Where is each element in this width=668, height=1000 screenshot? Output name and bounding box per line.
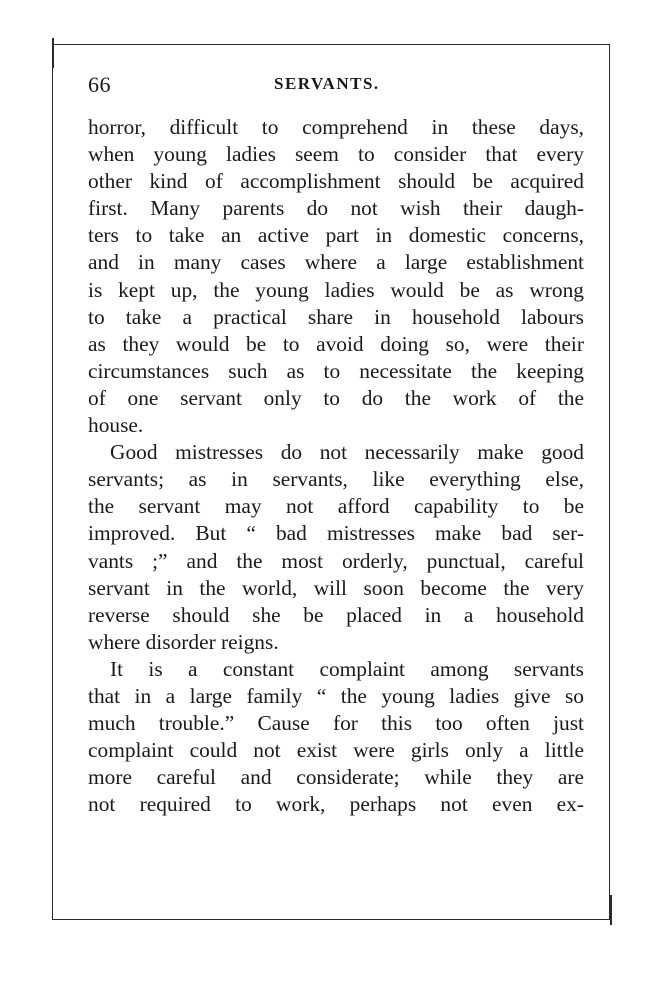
text-line: of one servant only to do the work of the [88,385,584,410]
text-line: much trouble.” Cause for this too often just [88,711,584,736]
text-line: circumstances such as to necessitate the keeping [88,358,584,383]
paragraph-3 [88,656,584,819]
paragraph-2 [88,439,584,656]
text-line: when young ladies seem to consider that every [88,142,584,167]
border-mark-bottom [610,895,612,925]
text-line: where disorder reigns. [88,629,279,654]
text-line: horror, difficult to comprehend in these days, [88,115,584,139]
text-line: improved. But “ bad mistresses make bad ser- [88,521,584,546]
border-mark-top [52,38,54,68]
text-line: is kept up, the young ladies would be as wrong [88,277,584,302]
text-line: servant in the world, will soon become the very [88,575,584,600]
body-text [88,114,584,818]
text-line: house. [88,413,144,438]
text-line: as they would be to avoid doing so, were their [88,331,584,356]
text-line: that in a large family “ the young ladies give so [88,683,584,708]
text-line: first. Many parents do not wish their daugh- [88,196,584,221]
text-line: to take a practical share in household labours [88,304,584,329]
text-line: more careful and considerate; while they are [88,765,584,790]
running-title: SERVANTS. [274,74,380,93]
text-line: other kind of accomplishment should be acquired [88,169,584,194]
text-line: the servant may not afford capability to be [88,494,584,519]
text-line: and in many cases where a large establishment [88,250,584,275]
text-line: not required to work, perhaps not even ex- [88,792,584,817]
text-line: servants; as in servants, like everything else, [88,467,584,492]
paragraph-1 [88,114,584,439]
page-number: 66 [88,72,111,97]
text-line: It is a constant complaint among servants [110,656,584,681]
text-line: ters to take an active part in domestic concerns, [88,223,584,248]
text-line: Good mistresses do not necessarily make good [110,440,584,465]
running-head [88,72,584,102]
text-line: vants ;” and the most orderly, punctual, careful [88,548,584,573]
text-line: reverse should she be placed in a household [88,602,584,627]
text-line: complaint could not exist were girls only a little [88,738,584,763]
